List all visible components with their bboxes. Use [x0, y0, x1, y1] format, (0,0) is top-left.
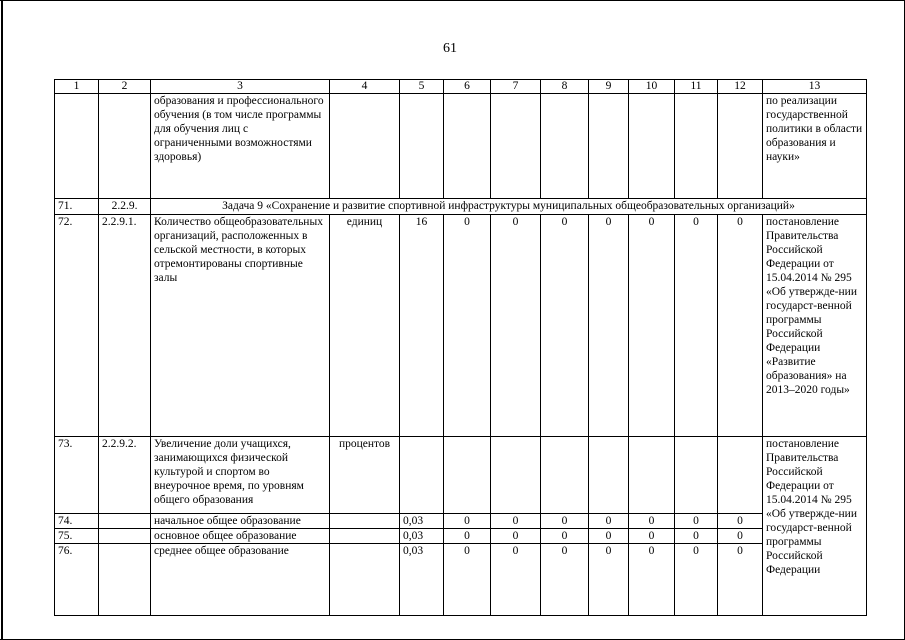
value-cell	[629, 94, 675, 199]
header-cell: 7	[491, 80, 541, 94]
indicators-table	[54, 79, 867, 616]
value-cell: 0	[675, 529, 718, 544]
value-cell: 0,03	[400, 514, 444, 529]
header-cell: 3	[151, 80, 330, 94]
value-cell	[400, 94, 444, 199]
indicator-name-cell: начальное общее образование	[151, 514, 330, 529]
unit-cell	[330, 529, 400, 544]
scan-border-left	[1, 0, 3, 640]
code-cell	[99, 94, 151, 199]
value-cell: 0,03	[400, 544, 444, 616]
value-cell: 0	[541, 514, 589, 529]
header-cell: 2	[99, 80, 151, 94]
table-row	[55, 529, 867, 544]
scan-border-top	[0, 0, 905, 1]
table-row	[55, 437, 867, 514]
value-cell: 0	[491, 215, 541, 437]
value-cell: 0	[589, 215, 629, 437]
source-cell: постановление Правительства Российской Федерации от 15.04.2014 № 295 «Об утвержде-нии государст-венной программы Российской Федерации «Развитие образования» на 2013–2020 годы»	[763, 215, 867, 437]
unit-cell: единиц	[330, 215, 400, 437]
page-number: 61	[443, 41, 457, 56]
code-cell: 2.2.9.	[99, 199, 151, 215]
source-cell: постановление Правительства Российской Федерации от 15.04.2014 № 295 «Об утвержде-нии государст-венной программы Российской Федерации	[763, 437, 867, 616]
value-cell	[718, 437, 763, 514]
code-cell	[99, 514, 151, 529]
value-cell: 0	[629, 529, 675, 544]
value-cell	[589, 94, 629, 199]
value-cell: 0	[589, 544, 629, 616]
value-cell	[491, 437, 541, 514]
value-cell	[675, 437, 718, 514]
indicator-name-cell: Увеличение доли учащихся, занимающихся физической культурой и спортом во внеурочное время, по уровням общего образования	[151, 437, 330, 514]
header-row	[55, 80, 867, 94]
value-cell	[491, 94, 541, 199]
table-row	[55, 514, 867, 529]
indicator-name-cell: образования и профессионального обучения (в том числе программы для обучения лиц с ограниченными возможностями здоровья)	[151, 94, 330, 199]
table-row	[55, 94, 867, 199]
value-cell	[400, 437, 444, 514]
value-cell: 0	[629, 514, 675, 529]
value-cell: 0	[444, 529, 491, 544]
value-cell	[629, 437, 675, 514]
value-cell: 0	[675, 215, 718, 437]
value-cell: 0	[718, 529, 763, 544]
value-cell: 0	[718, 514, 763, 529]
unit-cell	[330, 544, 400, 616]
indicator-name-cell: Количество общеобразовательных организаций, расположенных в сельской местности, в которых отремонтированы спортивные залы	[151, 215, 330, 437]
header-cell: 4	[330, 80, 400, 94]
value-cell: 0	[491, 529, 541, 544]
row-number-cell: 75.	[55, 529, 99, 544]
header-cell: 13	[763, 80, 867, 94]
source-cell: по реализации государственной политики в области образования и науки»	[763, 94, 867, 199]
value-cell: 0,03	[400, 529, 444, 544]
header-cell: 6	[444, 80, 491, 94]
value-cell: 0	[629, 544, 675, 616]
header-cell: 5	[400, 80, 444, 94]
header-cell: 11	[675, 80, 718, 94]
value-cell: 0	[491, 514, 541, 529]
value-cell: 0	[629, 215, 675, 437]
header-cell: 12	[718, 80, 763, 94]
task-row	[55, 199, 867, 215]
value-cell	[718, 94, 763, 199]
row-number-cell: 73.	[55, 437, 99, 514]
value-cell: 0	[589, 514, 629, 529]
value-cell: 0	[541, 215, 589, 437]
row-number-cell	[55, 94, 99, 199]
row-number-cell: 71.	[55, 199, 99, 215]
header-cell: 1	[55, 80, 99, 94]
header-cell: 8	[541, 80, 589, 94]
header-cell: 10	[629, 80, 675, 94]
row-number-cell: 74.	[55, 514, 99, 529]
header-cell: 9	[589, 80, 629, 94]
code-cell: 2.2.9.2.	[99, 437, 151, 514]
value-cell	[675, 94, 718, 199]
value-cell: 0	[675, 514, 718, 529]
row-number-cell: 76.	[55, 544, 99, 616]
value-cell	[444, 437, 491, 514]
value-cell	[541, 437, 589, 514]
unit-cell	[330, 514, 400, 529]
row-number-cell: 72.	[55, 215, 99, 437]
value-cell	[589, 437, 629, 514]
value-cell: 0	[675, 544, 718, 616]
indicator-name-cell: основное общее образование	[151, 529, 330, 544]
value-cell: 0	[444, 215, 491, 437]
value-cell: 16	[400, 215, 444, 437]
value-cell: 0	[718, 544, 763, 616]
value-cell: 0	[541, 529, 589, 544]
table-row	[55, 215, 867, 437]
value-cell: 0	[444, 514, 491, 529]
value-cell: 0	[491, 544, 541, 616]
value-cell: 0	[589, 529, 629, 544]
indicator-name-cell: среднее общее образование	[151, 544, 330, 616]
code-cell: 2.2.9.1.	[99, 215, 151, 437]
value-cell	[444, 94, 491, 199]
value-cell: 0	[718, 215, 763, 437]
table-row	[55, 544, 867, 616]
task-title-cell: Задача 9 «Сохранение и развитие спортивной инфраструктуры муниципальных общеобразовательных организаций»	[151, 199, 867, 215]
code-cell	[99, 544, 151, 616]
value-cell: 0	[541, 544, 589, 616]
value-cell: 0	[444, 544, 491, 616]
value-cell	[541, 94, 589, 199]
unit-cell	[330, 94, 400, 199]
unit-cell: процентов	[330, 437, 400, 514]
code-cell	[99, 529, 151, 544]
